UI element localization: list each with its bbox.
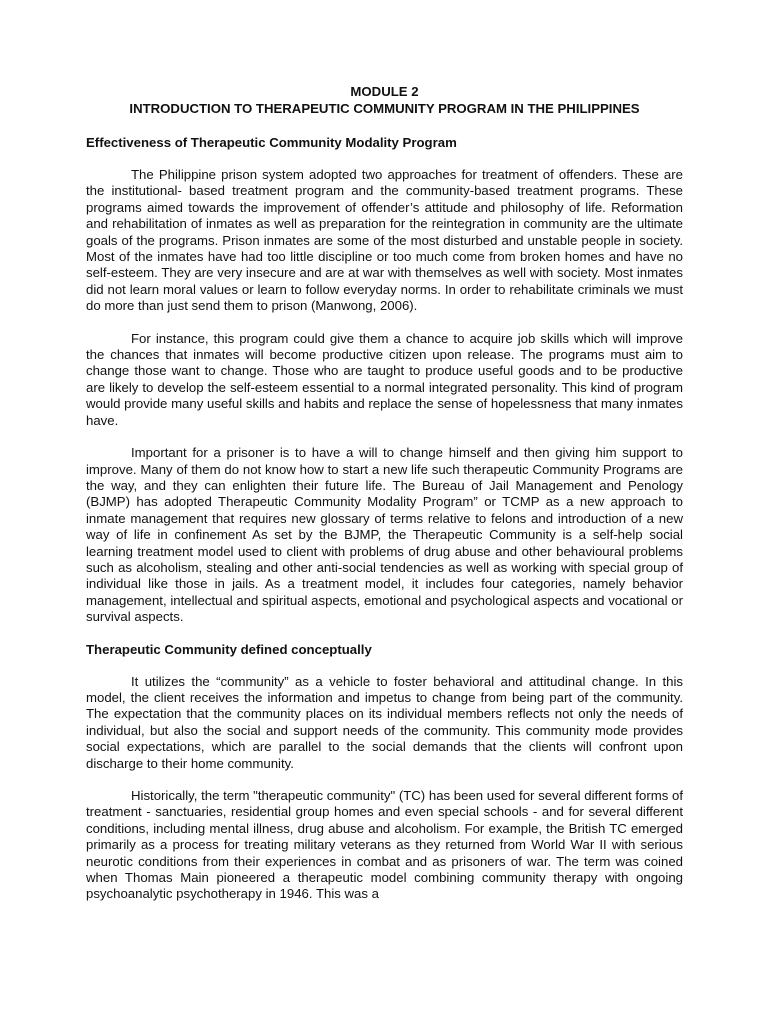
section-heading-conceptual-definition: Therapeutic Community defined conceptually bbox=[86, 641, 372, 657]
paragraph: For instance, this program could give them a chance to acquire job skills which will improve the chances that inmates will become productive citizen upon release. The programs must aim to change those want to change. Those who are taught to produce useful goods and to be productive are likely to develop the self-esteem essential to a normal integrated personality. This kind of program would provide many useful skills and habits and replace the sense of hopelessness that many inmates have. bbox=[86, 330, 683, 428]
module-label: MODULE 2 bbox=[350, 84, 419, 99]
section-heading-effectiveness: Effectiveness of Therapeutic Community Modality Program bbox=[86, 135, 457, 150]
paragraph: The Philippine prison system adopted two approaches for treatment of offenders. These are the institutional- based treatment program and the community-based treatment programs. These programs aimed towards the improvement of offender’s attitude and philosophy of life. Reformation and rehabilitation of inmates as well as preparation for the reintegration in community are the ultimate goals of the programs. Prison inmates are some of the most disturbed and unstable people in society. Most of the inmates have had too little discipline or too much come from broken homes and have no self-esteem. They are very insecure and are at war with themselves as well with society. Most inmates did not learn moral values or learn to follow everyday norms. In order to rehabilitate criminals we must do more than just send them to prison (Manwong, 2006). bbox=[86, 167, 683, 314]
module-title: INTRODUCTION TO THERAPEUTIC COMMUNITY PROGRAM IN THE PHILIPPINES bbox=[129, 101, 640, 116]
paragraph: Important for a prisoner is to have a will to change himself and then giving him support to improve. Many of them do not know how to start a new life such therapeutic Community Programs are the way, and they can enlighten their future life. The Bureau of Jail Management and Penology (BJMP) has adopted Therapeutic Community Modality Program” or TCMP as a new approach to inmate management that requires new glossary of terms relative to felons and introduction of a new way of life in confinement As set by the BJMP, the Therapeutic Community is a self-help social learning treatment model used to client with problems of drug abuse and other behavioural problems such as alcoholism, stealing and other anti-social tendencies as well as working with special group of individual like those in jails. As a treatment model, it includes four categories, namely behavior management, intellectual and spiritual aspects, emotional and psychological aspects and vocational or survival aspects. bbox=[86, 445, 683, 625]
document-page bbox=[86, 84, 683, 903]
paragraph: Historically, the term "therapeutic community" (TC) has been used for several different forms of treatment - sanctuaries, residential group homes and even special schools - and for several different conditions, including mental illness, drug abuse and alcoholism. For example, the British TC emerged primarily as a process for treating military veterans as they returned from World War II with serious neurotic conditions from their experiences in combat and as prisoners of war. The term was coined when Thomas Main pioneered a therapeutic model combining community therapy with ongoing psychoanalytic psychotherapy in 1946. This was a bbox=[86, 788, 683, 902]
paragraph: It utilizes the “community” as a vehicle to foster behavioral and attitudinal change. In this model, the client receives the information and impetus to change from being part of the community. The expectation that the community places on its individual members reflects not only the needs of individual, but also the social and support needs of the community. This community mode provides social expectations, which are parallel to the social demands that the clients will confront upon discharge to their home community. bbox=[86, 673, 683, 771]
